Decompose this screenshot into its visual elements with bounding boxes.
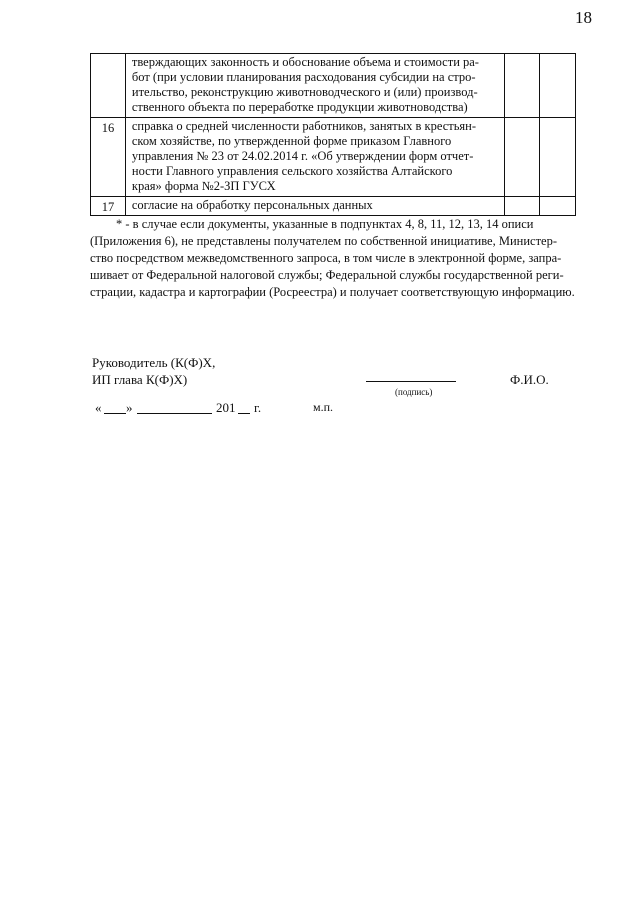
row-description xyxy=(125,54,504,118)
date-year-suffix: г. xyxy=(254,400,262,415)
footnote xyxy=(90,216,576,301)
table-row xyxy=(91,197,576,216)
row-number: 17 xyxy=(91,197,126,216)
signature-field xyxy=(366,381,456,382)
empty-cell xyxy=(504,118,540,197)
row-number: 16 xyxy=(91,118,126,197)
fio-label: Ф.И.О. xyxy=(510,372,549,387)
empty-cell xyxy=(540,54,576,118)
date-year-field xyxy=(238,413,250,414)
description-line: управления № 23 от 24.02.2014 г. «Об утверждении форм отчет- xyxy=(131,149,474,163)
signature-caption: (подпись) xyxy=(395,387,433,397)
date-day-field xyxy=(104,413,126,414)
description-line: справка о средней численности работников, занятых в крестьян- xyxy=(131,119,477,133)
date-open-quote: « xyxy=(95,400,102,415)
empty-cell xyxy=(540,197,576,216)
empty-cell xyxy=(540,118,576,197)
date-month-field xyxy=(137,413,212,414)
documents-table xyxy=(90,53,576,216)
footnote-line: шивает от Федеральной налоговой службы; Федеральной службы государственной реги- xyxy=(90,268,564,282)
description-line: ности Главного управления сельского хозяйства Алтайского xyxy=(131,164,453,178)
description-line: края» форма №2-ЗП ГУСХ xyxy=(131,179,276,193)
footnote-line: ство посредством межведомственного запроса, в том числе в электронной форме, запра- xyxy=(90,251,562,265)
description-line: ительство, реконструкцию животноводческого и (или) производ- xyxy=(131,85,478,99)
description-line: ственного объекта по переработке продукции животноводства) xyxy=(131,100,468,114)
footnote-line: страции, кадастра и картографии (Росреестра) и получает соответствующую информацию. xyxy=(90,285,575,299)
row-description xyxy=(125,197,504,216)
stamp-label: м.п. xyxy=(313,400,334,414)
date-close-quote: » xyxy=(126,400,133,415)
description-line: ском хозяйстве, по утвержденной форме приказом Главного xyxy=(131,134,452,148)
description-line: согласие на обработку персональных данных xyxy=(131,198,373,212)
footnote-line: (Приложения 6), не представлены получателем по собственной инициативе, Министер- xyxy=(90,234,557,248)
empty-cell xyxy=(504,54,540,118)
head-title-line2: ИП глава К(Ф)Х) xyxy=(92,372,188,387)
empty-cell xyxy=(504,197,540,216)
page-number: 18 xyxy=(575,8,592,27)
description-line: тверждающих законность и обоснование объема и стоимости ра- xyxy=(131,55,479,69)
table-row xyxy=(91,118,576,197)
row-number xyxy=(91,54,126,118)
description-line: бот (при условии планирования расходования субсидии на стро- xyxy=(131,70,476,84)
head-title-line1: Руководитель (К(Ф)Х, xyxy=(92,355,216,370)
footnote-line: * - в случае если документы, указанные в подпунктах 4, 8, 11, 12, 13, 14 описи xyxy=(116,217,534,231)
table-row xyxy=(91,54,576,118)
date-year-prefix: 201 xyxy=(216,400,236,415)
row-description xyxy=(125,118,504,197)
